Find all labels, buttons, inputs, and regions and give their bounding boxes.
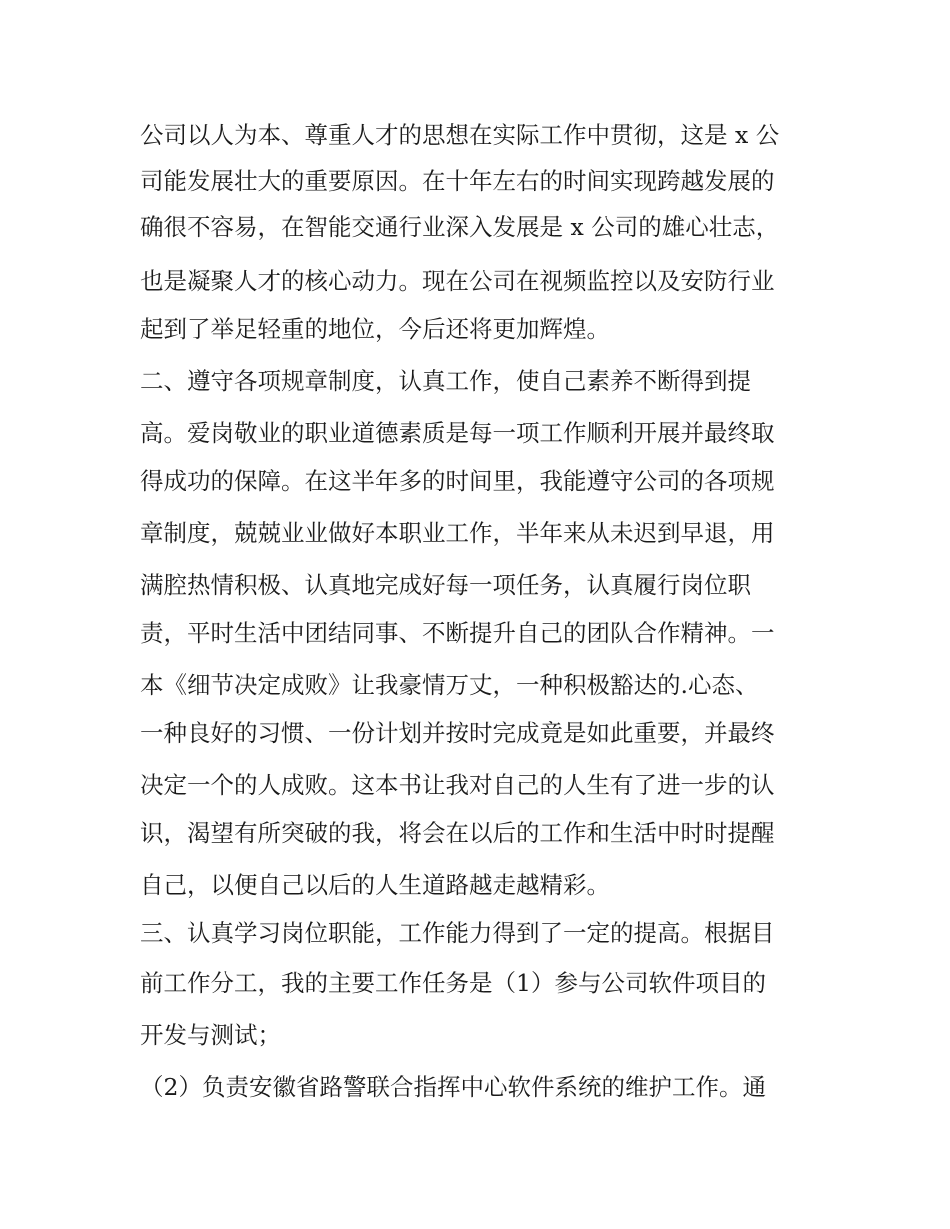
text-line: 识，渴望有所突破的我，将会在以后的工作和生活中时时提醒 bbox=[140, 819, 775, 847]
text-line: 确很不容易，在智能交通行业深入发展是 x 公司的雄心壮志， bbox=[140, 213, 780, 241]
text-line: 起到了举足轻重的地位，今后还将更加辉煌。 bbox=[140, 315, 610, 343]
text-line: 前工作分工，我的主要工作任务是（1）参与公司软件项目的 bbox=[140, 969, 766, 997]
text-line: （2）负责安徽省路警联合指挥中心软件系统的维护工作。通 bbox=[140, 1073, 766, 1101]
text-line: 决定一个的人成败。这本书让我对自己的人生有了进一步的认 bbox=[140, 771, 775, 799]
text-line: 章制度，兢兢业业做好本职业工作，半年来从未迟到早退，用 bbox=[140, 519, 775, 547]
text-line: 公司以人为本、尊重人才的思想在实际工作中贯彻，这是 x 公 bbox=[140, 121, 780, 149]
text-line: 责，平时生活中团结同事、不断提升自己的团队合作精神。一 bbox=[140, 619, 775, 647]
text-line: 满腔热情积极、认真地完成好每一项任务，认真履行岗位职 bbox=[140, 571, 751, 599]
text-line: 自己，以便自己以后的人生道路越走越精彩。 bbox=[140, 871, 610, 899]
text-line: 得成功的保障。在这半年多的时间里，我能遵守公司的各项规 bbox=[140, 467, 775, 495]
text-line: 本《细节决定成败》让我豪情万丈，一种积极豁达的.心态、 bbox=[140, 671, 759, 699]
text-line: 开发与测试； bbox=[140, 1021, 281, 1049]
text-line: 也是凝聚人才的核心动力。现在公司在视频监控以及安防行业 bbox=[140, 267, 775, 295]
text-line: 一种良好的习惯、一份计划并按时完成竟是如此重要，并最终 bbox=[140, 719, 775, 747]
text-line: 二、遵守各项规章制度，认真工作，使自己素养不断得到提 bbox=[140, 367, 751, 395]
text-line: 三、认真学习岗位职能，工作能力得到了一定的提高。根据目 bbox=[140, 919, 775, 947]
text-line: 高。爱岗敬业的职业道德素质是每一项工作顺利开展并最终取 bbox=[140, 419, 775, 447]
text-line: 司能发展壮大的重要原因。在十年左右的时间实现跨越发展的 bbox=[140, 167, 775, 195]
